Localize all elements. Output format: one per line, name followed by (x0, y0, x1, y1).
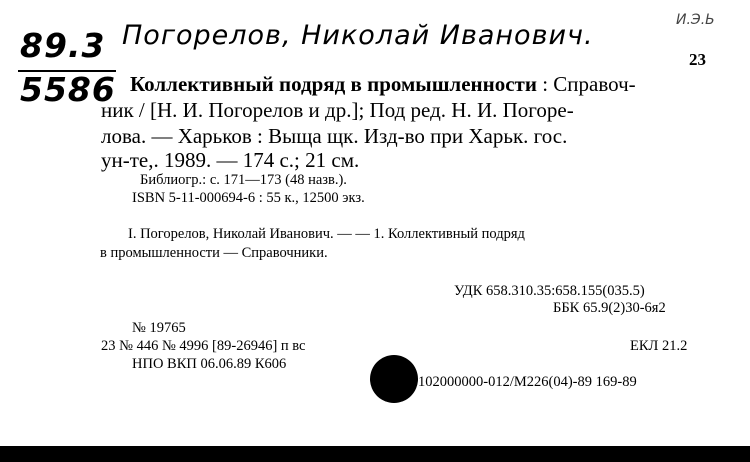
udk-code: УДК 658.310.35:658.155(035.5) (454, 283, 645, 299)
bibliography-note: Библиогр.: с. 171—173 (48 назв.). (140, 172, 347, 188)
record-number: № 19765 (132, 320, 186, 336)
card-number: 23 (689, 50, 706, 69)
entry-line-1 (130, 71, 636, 97)
shelf-mark-bottom: 5586 (20, 70, 116, 109)
ekl-code: ЕКЛ 21.2 (630, 338, 688, 354)
npo-line: НПО ВКП 06.06.89 К606 (132, 356, 287, 372)
entry-title-rest: : Справоч- (536, 72, 636, 96)
tracing-line-1: I. Погорелов, Николай Иванович. — — 1. Коллективный подряд (128, 226, 525, 242)
entry-line-4: ун-те,. 1989. — 174 с.; 21 см. (101, 148, 360, 172)
punch-hole (370, 355, 418, 403)
tracing-line-2: в промышленности — Справочники. (100, 245, 328, 261)
order-line: 23 № 446 № 4996 [89-26946] п вс (101, 338, 306, 354)
bbk-code: ББК 65.9(2)30-6я2 (553, 300, 666, 316)
card-bottom-edge (0, 446, 750, 462)
shelf-mark-top: 89.3 (20, 26, 106, 65)
handwritten-corner-mark: И.Э.Ь (676, 12, 715, 28)
handwritten-author-note: Погорелов, Николай Иванович. (122, 20, 594, 51)
entry-line-2: ник / [Н. И. Погорелов и др.]; Под ред. Н. И. Погоре- (101, 98, 574, 122)
isbn-line: ISBN 5-11-000694-6 : 55 к., 12500 экз. (132, 190, 365, 206)
catalog-code: 102000000-012/М226(04)-89 169-89 (418, 374, 637, 390)
entry-title: Коллективный подряд в промышленности (130, 72, 537, 96)
entry-line-3: лова. — Харьков : Выща щк. Изд-во при Харьк. гос. (101, 124, 568, 148)
